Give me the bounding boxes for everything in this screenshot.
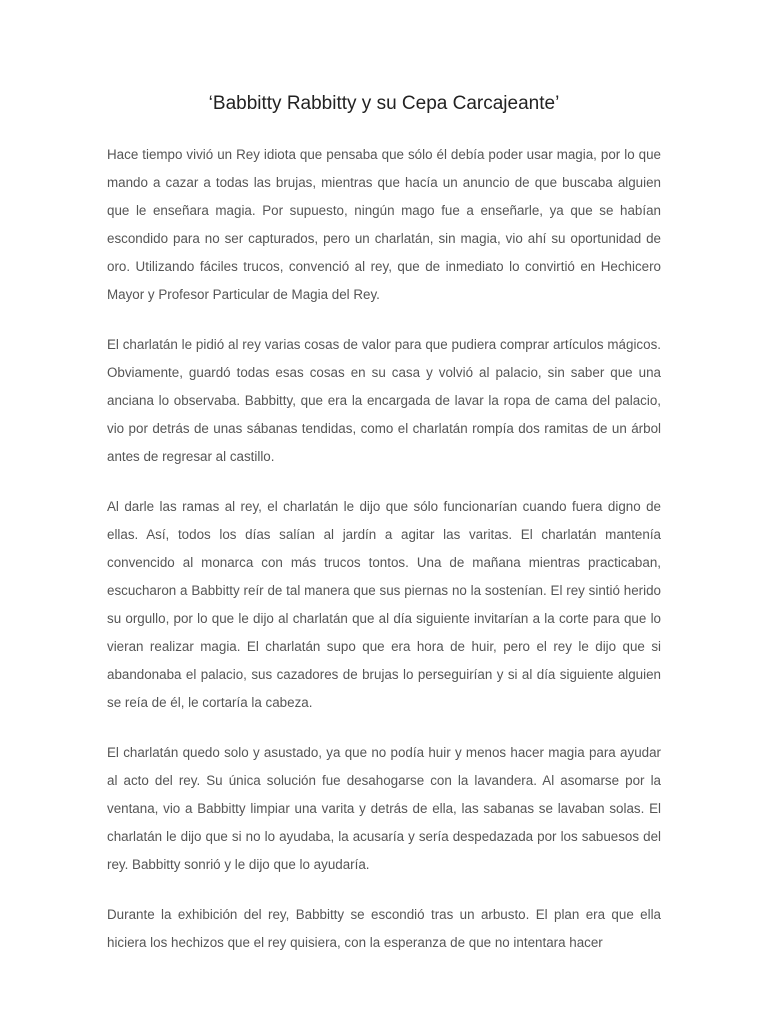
paragraph-2: El charlatán le pidió al rey varias cosas de valor para que pudiera comprar artículos mágicos. Obviamente, guardó todas esas cosas en su casa y volvió al palacio, sin saber que una anciana lo observaba. Babbitty, que era la encargada de lavar la ropa de cama del palacio, vio por detrás de unas sábanas tendidas, como el charlatán rompía dos ramitas de un árbol antes de regresar al castillo. [107, 337, 661, 464]
paragraph-5: Durante la exhibición del rey, Babbitty se escondió tras un arbusto. El plan era que ella hiciera los hechizos que el rey quisiera, con la esperanza de que no intentara hacer [107, 907, 661, 950]
paragraph-3: Al darle las ramas al rey, el charlatán le dijo que sólo funcionarían cuando fuera digno de ellas. Así, todos los días salían al jardín a agitar las varitas. El charlatán mantenía convencido al monarca con más trucos tontos. Una de mañana mientras practicaban, escucharon a Babbitty reír de tal manera que sus piernas no la sostenían. El rey sintió herido su orgullo, por lo que le dijo al charlatán que al día siguiente invitarían a la corte para que lo vieran realizar magia. El charlatán supo que era hora de huir, pero el rey le dijo que si abandonaba el palacio, sus cazadores de brujas lo perseguirían y si al día siguiente alguien se reía de él, le cortaría la cabeza. [107, 499, 661, 710]
paragraph-4: El charlatán quedo solo y asustado, ya que no podía huir y menos hacer magia para ayudar al acto del rey. Su única solución fue desahogarse con la lavandera. Al asomarse por la ventana, vio a Babbitty limpiar una varita y detrás de ella, las sabanas se lavaban solas. El charlatán le dijo que si no lo ayudaba, la acusaría y sería despedazada por los sabuesos del rey. Babbitty sonrió y le dijo que lo ayudaría. [107, 745, 661, 872]
document-title: ‘Babbitty Rabbitty y su Cepa Carcajeante’ [208, 93, 560, 114]
paragraph-1: Hace tiempo vivió un Rey idiota que pensaba que sólo él debía poder usar magia, por lo que mando a cazar a todas las brujas, mientras que hacía un anuncio de que buscaba alguien que le enseñara magia. Por supuesto, ningún mago fue a enseñarle, ya que se habían escondido para no ser capturados, pero un charlatán, sin magia, vio ahí su oportunidad de oro. Utilizando fáciles trucos, convenció al rey, que de inmediato lo convirtió en Hechicero Mayor y Profesor Particular de Magia del Rey. [107, 147, 661, 302]
document-body [107, 141, 661, 979]
